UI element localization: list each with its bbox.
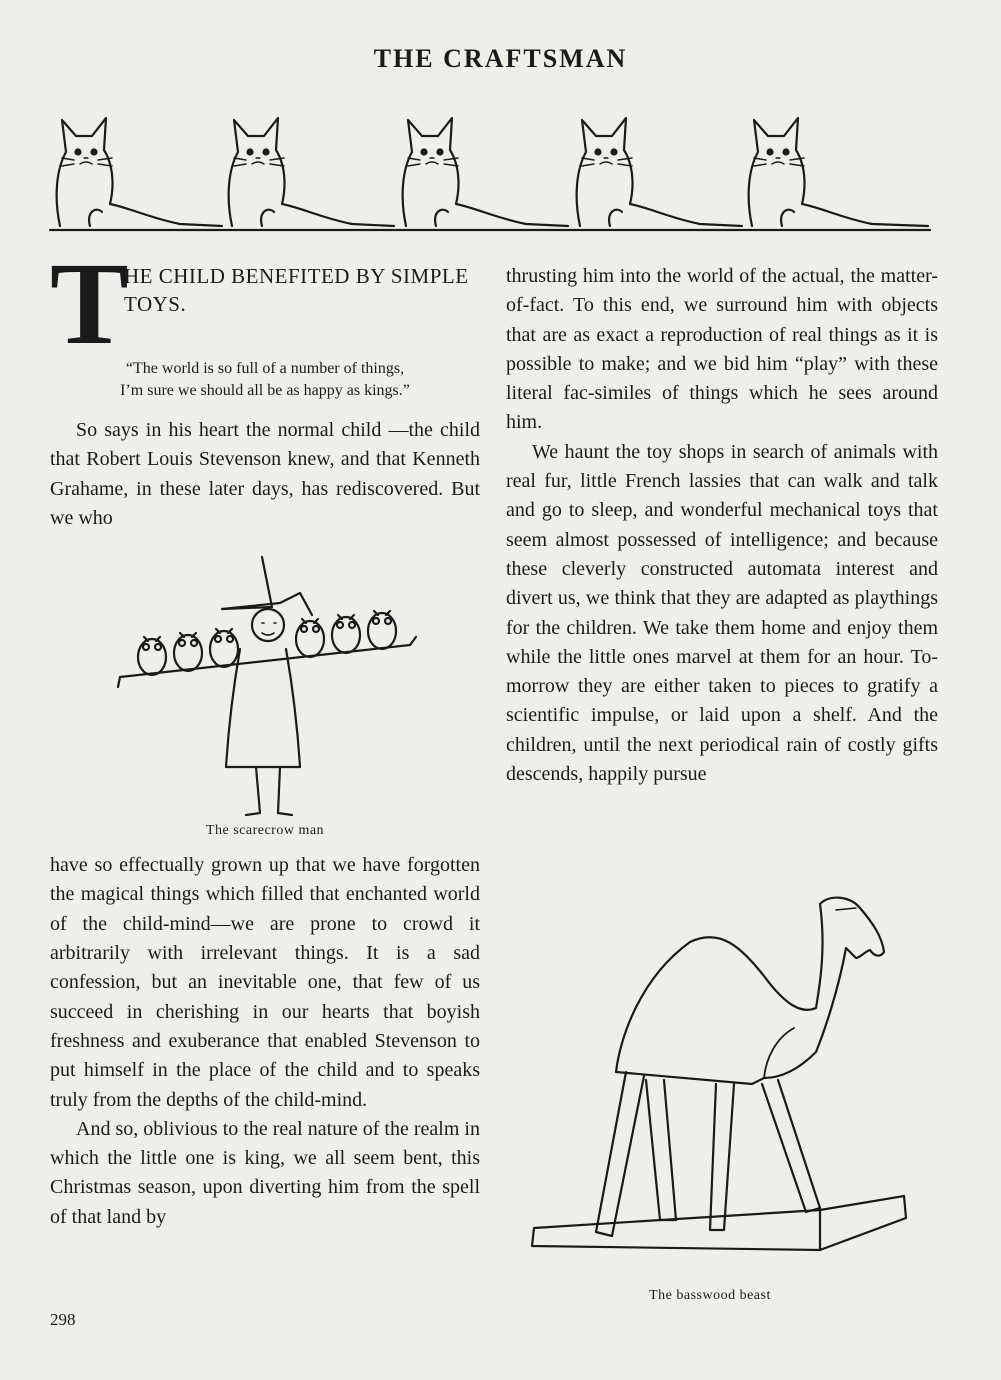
epigraph-line: I’m sure we should all be as happy as kings.” (120, 382, 410, 399)
scarecrow-figure (50, 545, 480, 845)
left-column (50, 238, 480, 1232)
page-number: 298 (50, 1310, 76, 1329)
paragraph: So says in his heart the normal child —the child that Robert Louis Stevenson knew, and that Kenneth Grahame, in these later days, has rediscovered. But we who (50, 419, 480, 529)
paragraph: And so, oblivious to the real nature of the realm in which the little one is king, we all seem bent, this Christmas season, upon diverting him from the spell of that land by (50, 1117, 480, 1228)
cat-icon (229, 118, 394, 226)
title-text: HE CHILD BENEFITED BY SIMPLE TOYS. (124, 264, 469, 316)
owl-icon (368, 611, 396, 649)
running-head: THE CRAFTSMAN (373, 44, 628, 73)
drop-cap: T (50, 238, 129, 369)
cat-icon (403, 118, 568, 226)
cat-icon (577, 118, 742, 226)
owl-icon (210, 629, 238, 667)
right-column (506, 262, 938, 789)
paragraph: We haunt the toy shops in search of animals with real fur, little French lassies that can walk and talk and go to sleep, and wonderful mechanical toys that seem almost possessed of intelligence; and because these cleverly constructed automata interest and divert us, we think that they are adapted as playthings for the children. We take them home and enjoy them while the little ones marvel at them for an hour. To-morrow they are either taken to pieces to gratify a scientific impulse, or laid upon a shelf. And the children, until the next periodical rain of costly gifts descends, happily pursue (506, 440, 938, 786)
owl-icon (174, 633, 202, 671)
owl-icon (138, 637, 166, 675)
scarecrow-icon (50, 545, 480, 825)
cat-icon (749, 118, 928, 226)
cat-frieze-icon (40, 108, 940, 238)
paragraph: have so effectually grown up that we have forgotten the magical things which filled that enchanted world of the child-mind—we are prone to crowd it arbitrarily with irrelevant things. It is a sad confession, but an inevitable one, that few of us succeed in cherishing in our hearts that boyish freshness and exuberance that enabled Stevenson to put himself in the place of the child and to speaks truly from the depths of the child-mind. (50, 854, 480, 1111)
cat-icon (57, 118, 222, 226)
epigraph-line: “The world is so full of a number of things, (125, 360, 405, 377)
paragraph: thrusting him into the world of the actual, the matter-of-fact. To this end, we surround him with objects that are as exact a reproduction of real things as it is possible to make; and we bid him “play” with these literal fac-similes of things which he sees around him. (506, 265, 938, 434)
scarecrow-caption: The scarecrow man (205, 823, 325, 839)
owl-icon (296, 619, 324, 657)
camel-icon (520, 888, 920, 1278)
owl-icon (332, 615, 360, 653)
camel-caption: The basswood beast (649, 1288, 771, 1303)
